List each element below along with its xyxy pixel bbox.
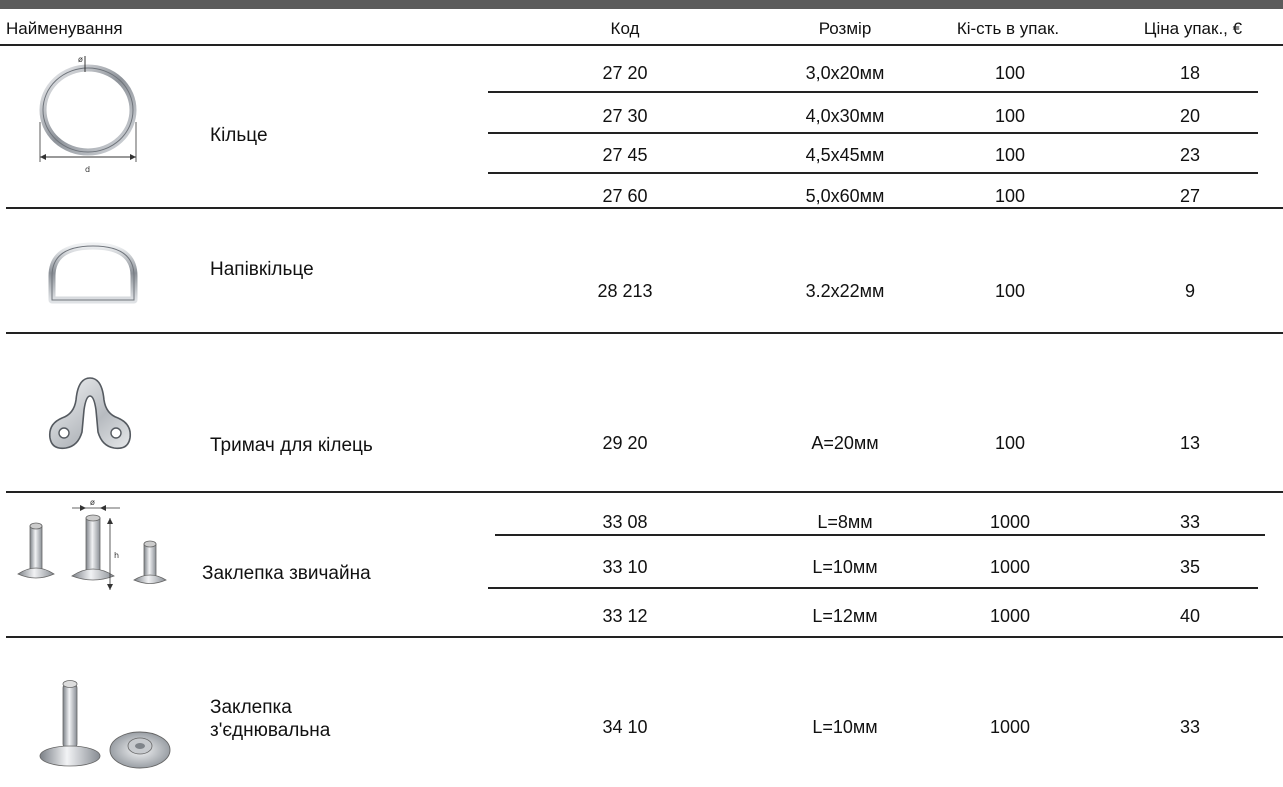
top-bar: [0, 0, 1283, 9]
product-size: А=20мм: [811, 433, 879, 453]
product-code: 27 60: [602, 186, 648, 206]
ring-holder-icon: [40, 370, 140, 460]
product-price: 20: [1179, 106, 1201, 126]
header-qty: Кі-сть в упак.: [956, 19, 1060, 38]
product-name: Заклепка звичайна: [202, 563, 371, 584]
product-price: 27: [1179, 186, 1201, 206]
product-price: 40: [1179, 606, 1201, 626]
product-qty: 100: [994, 145, 1026, 165]
product-qty: 1000: [989, 557, 1031, 577]
product-size: 3.2x22мм: [805, 281, 885, 301]
product-qty: 100: [994, 281, 1026, 301]
product-name: Кільце: [210, 125, 268, 146]
product-price: 33: [1179, 717, 1201, 737]
product-price: 9: [1184, 281, 1195, 301]
product-name-line: з'єднювальна: [210, 720, 331, 741]
diameter-label: d: [85, 165, 91, 174]
product-price: 33: [1179, 512, 1201, 532]
product-size: 4,5x45мм: [805, 145, 885, 165]
product-size: L=12мм: [812, 606, 878, 626]
product-size: 5,0x60мм: [805, 186, 885, 206]
product-code: 27 30: [602, 106, 648, 126]
product-code: 27 20: [602, 63, 648, 83]
product-qty: 100: [994, 63, 1026, 83]
rivet-icon: [10, 496, 180, 596]
product-size: 3,0x20мм: [805, 63, 885, 83]
product-qty: 100: [994, 433, 1026, 453]
product-size: L=8мм: [817, 512, 873, 532]
height-label: h: [114, 551, 120, 560]
thickness-label: ø: [90, 498, 95, 507]
product-qty: 1000: [989, 606, 1031, 626]
product-name: Тримач для кілець: [210, 435, 373, 456]
product-qty: 1000: [989, 512, 1031, 532]
ring-icon: [30, 52, 145, 177]
header-rule: [0, 44, 1283, 46]
product-price: 18: [1179, 63, 1201, 83]
product-size: L=10мм: [812, 717, 878, 737]
product-size: 4,0x30мм: [805, 106, 885, 126]
product-code: 29 20: [602, 433, 648, 453]
thickness-label: ø: [78, 55, 83, 64]
product-code: 33 10: [602, 557, 648, 577]
product-price: 23: [1179, 145, 1201, 165]
product-code: 33 08: [602, 512, 648, 532]
section-divider: [6, 636, 1283, 638]
section-divider: [6, 332, 1283, 334]
row-divider: [488, 172, 1258, 174]
product-qty: 100: [994, 186, 1026, 206]
row-divider: [488, 91, 1258, 93]
header-name: Найменування: [6, 19, 123, 38]
header-price: Ціна упак., €: [1143, 19, 1243, 38]
product-price: 13: [1179, 433, 1201, 453]
product-qty: 1000: [989, 717, 1031, 737]
d-ring-icon: [38, 236, 148, 316]
product-size: L=10мм: [812, 557, 878, 577]
product-code: 34 10: [602, 717, 648, 737]
row-divider: [488, 587, 1258, 589]
row-divider: [488, 132, 1258, 134]
row-divider: [495, 534, 1265, 536]
header-code: Код: [610, 19, 640, 38]
product-price: 35: [1179, 557, 1201, 577]
product-qty: 100: [994, 106, 1026, 126]
header-size: Розмір: [818, 19, 872, 38]
product-code: 27 45: [602, 145, 648, 165]
product-code: 33 12: [602, 606, 648, 626]
product-code: 28 213: [597, 281, 653, 301]
section-divider: [6, 207, 1283, 209]
product-name-line: Заклепка: [210, 697, 292, 718]
product-name: Напівкільце: [210, 259, 314, 280]
connecting-rivet-icon: [30, 676, 180, 776]
section-divider: [6, 491, 1283, 493]
